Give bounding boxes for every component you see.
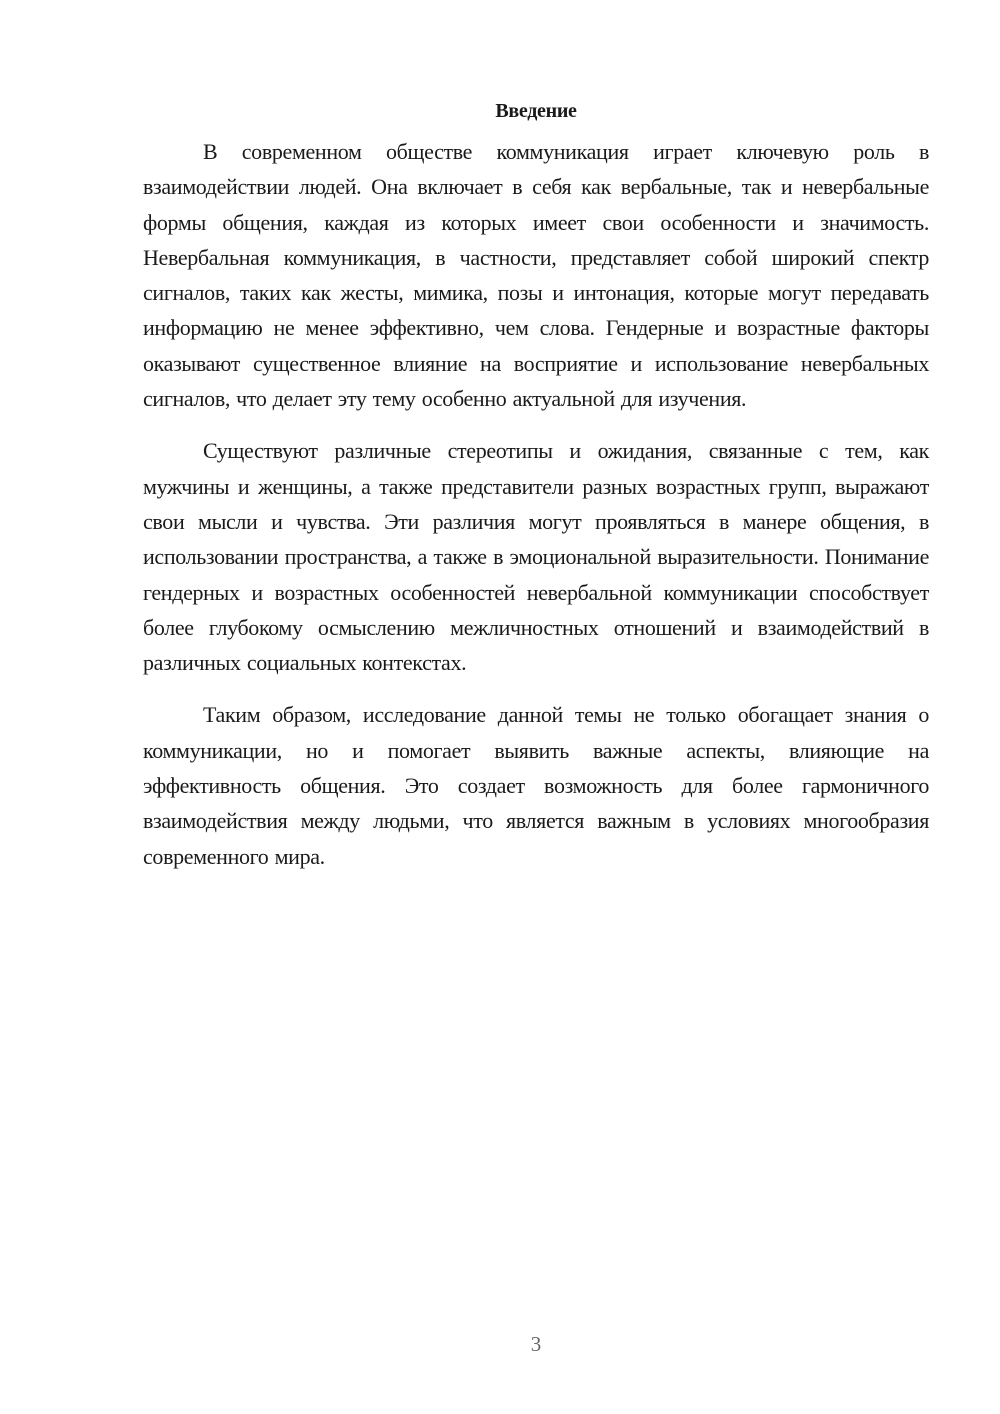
paragraph-1: В современном обществе коммуникация играет ключевую роль в взаимодействии людей. Она включает в себя как вербальные, так и невербальные формы общения, каждая из которых имеет свои особенности и значимость. Невербальная коммуникация, в частности, представляет собой широкий спектр сигналов, таких как жесты, мимика, позы и интонация, которые могут передавать информацию не менее эффективно, чем слова. Гендерные и возрастные факторы оказывают существенное влияние на восприятие и использование невербальных сигналов, что делает эту тему особенно актуальной для изучения. bbox=[143, 139, 929, 412]
page-content bbox=[143, 96, 929, 874]
page-number: 3 bbox=[530, 1332, 542, 1356]
paragraph-3: Таким образом, исследование данной темы не только обогащает знания о коммуникации, но и помогает выявить важные аспекты, влияющие на эффективность общения. Это создает возможность для более гармоничного взаимодействия между людьми, что является важным в условиях многообразия современного мира. bbox=[143, 702, 929, 869]
paragraph-2: Существуют различные стереотипы и ожидания, связанные с тем, как мужчины и женщины, а также представители разных возрастных групп, выражают свои мысли и чувства. Эти различия могут проявляться в манере общения, в использовании пространства, а также в эмоциональной выразительности. Понимание гендерных и возрастных особенностей невербальной коммуникации способствует более глубокому осмыслению межличностных отношений и взаимодействий в различных социальных контекстах. bbox=[143, 438, 929, 676]
section-title: Введение bbox=[495, 100, 577, 122]
